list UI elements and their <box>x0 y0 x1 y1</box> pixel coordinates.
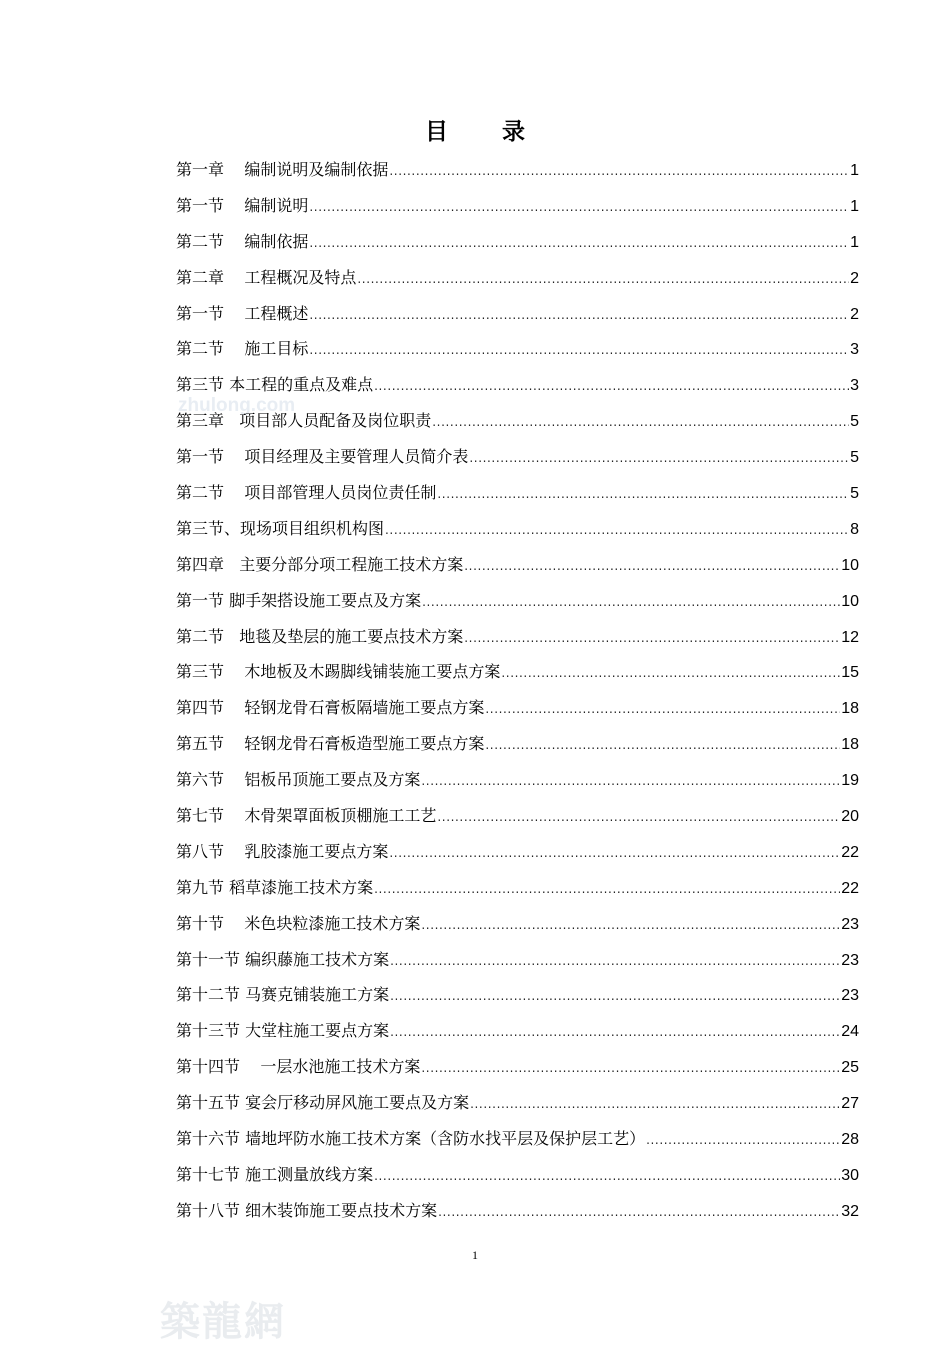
toc-entry[interactable] <box>176 762 859 798</box>
toc-entry[interactable] <box>176 1013 859 1049</box>
toc-title-char-1: 目 <box>425 119 448 145</box>
toc-entry-page: 18 <box>841 736 859 754</box>
toc-entry-label: 第二节 编制依据 <box>176 231 309 251</box>
toc-entry-page: 15 <box>841 664 859 682</box>
toc-entry-page: 23 <box>841 915 859 933</box>
toc-entry-label: 第四节 轻钢龙骨石膏板隔墙施工要点方案 <box>176 698 485 718</box>
toc-entry-page: 25 <box>841 1059 859 1077</box>
toc-entry[interactable] <box>176 403 859 439</box>
toc-title <box>0 113 950 146</box>
toc-entry-label: 第十六节 墙地坪防水施工技术方案（含防水找平层及保护层工艺） <box>176 1129 646 1149</box>
toc-leader-dots <box>309 226 849 262</box>
toc-entry-page: 20 <box>841 808 859 826</box>
toc-entry[interactable] <box>176 188 859 224</box>
toc-entry[interactable] <box>176 726 859 762</box>
toc-title-char-2: 录 <box>502 119 525 145</box>
page-number: 1 <box>472 1248 478 1262</box>
toc-entry-label: 第一节 脚手架搭设施工要点及方案 <box>176 590 422 610</box>
toc-leader-dots <box>374 1159 840 1195</box>
toc-entry-page: 2 <box>850 269 859 287</box>
toc-entry[interactable] <box>176 834 859 870</box>
toc-leader-dots <box>389 154 849 190</box>
toc-leader-dots <box>390 979 840 1015</box>
toc-entry-label: 第一节 编制说明 <box>176 195 309 215</box>
toc-leader-dots <box>501 656 840 692</box>
toc-entry-page: 23 <box>841 987 859 1005</box>
toc-entry-label: 第十二节 马赛克铺装施工方案 <box>176 985 390 1005</box>
toc-entry-label: 第五节 轻钢龙骨石膏板造型施工要点方案 <box>176 734 485 754</box>
toc-entry[interactable] <box>176 439 859 475</box>
toc-entry[interactable] <box>176 475 859 511</box>
toc-entry[interactable] <box>176 690 859 726</box>
toc-entry-label: 第三节 木地板及木踢脚线铺装施工要点方案 <box>176 662 501 682</box>
toc-leader-dots <box>464 549 840 585</box>
toc-entry-label: 第二章 工程概况及特点 <box>176 267 357 287</box>
toc-entry[interactable] <box>176 583 859 619</box>
toc-entry-label: 第六节 铝板吊顶施工要点及方案 <box>176 770 421 790</box>
table-of-contents <box>176 152 859 1229</box>
toc-entry[interactable] <box>176 367 859 403</box>
toc-entry-page: 3 <box>850 341 859 359</box>
toc-entry[interactable] <box>176 1085 859 1121</box>
toc-entry[interactable] <box>176 152 859 188</box>
toc-entry-page: 1 <box>850 197 859 215</box>
toc-entry[interactable] <box>176 547 859 583</box>
toc-leader-dots <box>438 1195 840 1231</box>
toc-entry-page: 1 <box>850 162 859 179</box>
toc-entry-page: 22 <box>841 843 859 861</box>
toc-entry[interactable] <box>176 798 859 834</box>
toc-leader-dots <box>464 621 840 657</box>
toc-entry-page: 3 <box>850 377 859 395</box>
toc-entry-page: 10 <box>841 592 859 610</box>
toc-entry-label: 第一节 工程概述 <box>176 303 309 323</box>
toc-entry[interactable] <box>176 1121 859 1157</box>
toc-entry-label: 第十四节 一层水池施工技术方案 <box>176 1057 421 1077</box>
toc-leader-dots <box>389 836 840 872</box>
toc-entry-page: 5 <box>850 413 859 431</box>
toc-entry-label: 第三章 项目部人员配备及岗位职责 <box>176 411 432 431</box>
toc-entry-page: 22 <box>841 879 859 897</box>
toc-entry-label: 第三节 本工程的重点及难点 <box>176 375 374 395</box>
toc-entry-page: 32 <box>841 1202 859 1220</box>
toc-leader-dots <box>421 1051 840 1087</box>
toc-leader-dots <box>309 333 849 369</box>
toc-entry-page: 27 <box>841 1095 859 1113</box>
toc-entry[interactable] <box>176 1157 859 1193</box>
toc-entry-label: 第二节 项目部管理人员岗位责任制 <box>176 483 437 503</box>
toc-leader-dots <box>357 262 849 298</box>
toc-leader-dots <box>437 800 840 836</box>
toc-leader-dots <box>421 908 840 944</box>
toc-entry[interactable] <box>176 906 859 942</box>
toc-entry[interactable] <box>176 511 859 547</box>
toc-entry-label: 第十三节 大堂柱施工要点方案 <box>176 1021 390 1041</box>
toc-leader-dots <box>309 190 849 226</box>
toc-entry[interactable] <box>176 1049 859 1085</box>
toc-leader-dots <box>437 477 849 513</box>
toc-entry-label: 第二节 施工目标 <box>176 339 309 359</box>
toc-entry-page: 23 <box>841 951 859 969</box>
toc-entry-label: 第九节 稻草漆施工技术方案 <box>176 877 374 897</box>
toc-entry-label: 第四章 主要分部分项工程施工技术方案 <box>176 554 464 574</box>
toc-leader-dots <box>390 1015 840 1051</box>
toc-entry-page: 8 <box>850 520 859 538</box>
toc-leader-dots <box>421 764 840 800</box>
toc-entry-page: 5 <box>850 485 859 503</box>
toc-leader-dots <box>485 728 840 764</box>
toc-leader-dots <box>422 585 840 621</box>
toc-entry-page: 19 <box>841 772 859 790</box>
toc-entry-label: 第七节 木骨架罩面板顶棚施工工艺 <box>176 806 437 826</box>
toc-leader-dots <box>390 944 840 980</box>
toc-entry-label: 第十五节 宴会厅移动屏风施工要点及方案 <box>176 1093 470 1113</box>
toc-entry[interactable] <box>176 977 859 1013</box>
watermark-text: zhulong.com <box>178 395 296 416</box>
toc-entry[interactable] <box>176 331 859 367</box>
toc-leader-dots <box>432 405 849 441</box>
toc-entry-label: 第十八节 细木装饰施工要点技术方案 <box>176 1200 438 1220</box>
toc-entry-label: 第十一节 编织藤施工技术方案 <box>176 949 390 969</box>
toc-leader-dots <box>646 1123 840 1159</box>
toc-leader-dots <box>374 872 840 908</box>
toc-leader-dots <box>470 1087 840 1123</box>
toc-entry-page: 18 <box>841 700 859 718</box>
toc-entry-page: 1 <box>850 233 859 251</box>
toc-entry[interactable] <box>176 296 859 332</box>
toc-leader-dots <box>385 513 849 549</box>
toc-entry[interactable] <box>176 1193 859 1229</box>
toc-leader-dots <box>309 298 849 334</box>
toc-entry[interactable] <box>176 654 859 690</box>
toc-entry[interactable] <box>176 870 859 906</box>
toc-entry-label: 第一节 项目经理及主要管理人员简介表 <box>176 447 469 467</box>
toc-entry-label: 第三节、现场项目组织机构图 <box>176 518 385 538</box>
toc-entry-page: 30 <box>841 1166 859 1184</box>
toc-entry-page: 5 <box>850 449 859 467</box>
toc-entry-label: 第十节 米色块粒漆施工技术方案 <box>176 913 421 933</box>
toc-leader-dots <box>374 369 849 405</box>
toc-leader-dots <box>485 692 840 728</box>
toc-entry-page: 10 <box>841 556 859 574</box>
toc-entry-label: 第二节 地毯及垫层的施工要点技术方案 <box>176 626 464 646</box>
toc-entry-page: 28 <box>841 1131 859 1149</box>
toc-entry[interactable] <box>176 260 859 296</box>
toc-entry-page: 12 <box>841 628 859 646</box>
toc-entry[interactable] <box>176 619 859 655</box>
toc-entry-page: 2 <box>850 305 859 323</box>
toc-entry[interactable] <box>176 942 859 978</box>
toc-entry-label: 第一章 编制说明及编制依据 <box>176 160 389 179</box>
toc-leader-dots <box>469 441 849 477</box>
watermark-logo: 築龍網 <box>160 1298 286 1345</box>
toc-entry[interactable] <box>176 224 859 260</box>
toc-entry-label: 第八节 乳胶漆施工要点方案 <box>176 841 389 861</box>
toc-entry-page: 24 <box>841 1023 859 1041</box>
toc-entry-label: 第十七节 施工测量放线方案 <box>176 1164 374 1184</box>
